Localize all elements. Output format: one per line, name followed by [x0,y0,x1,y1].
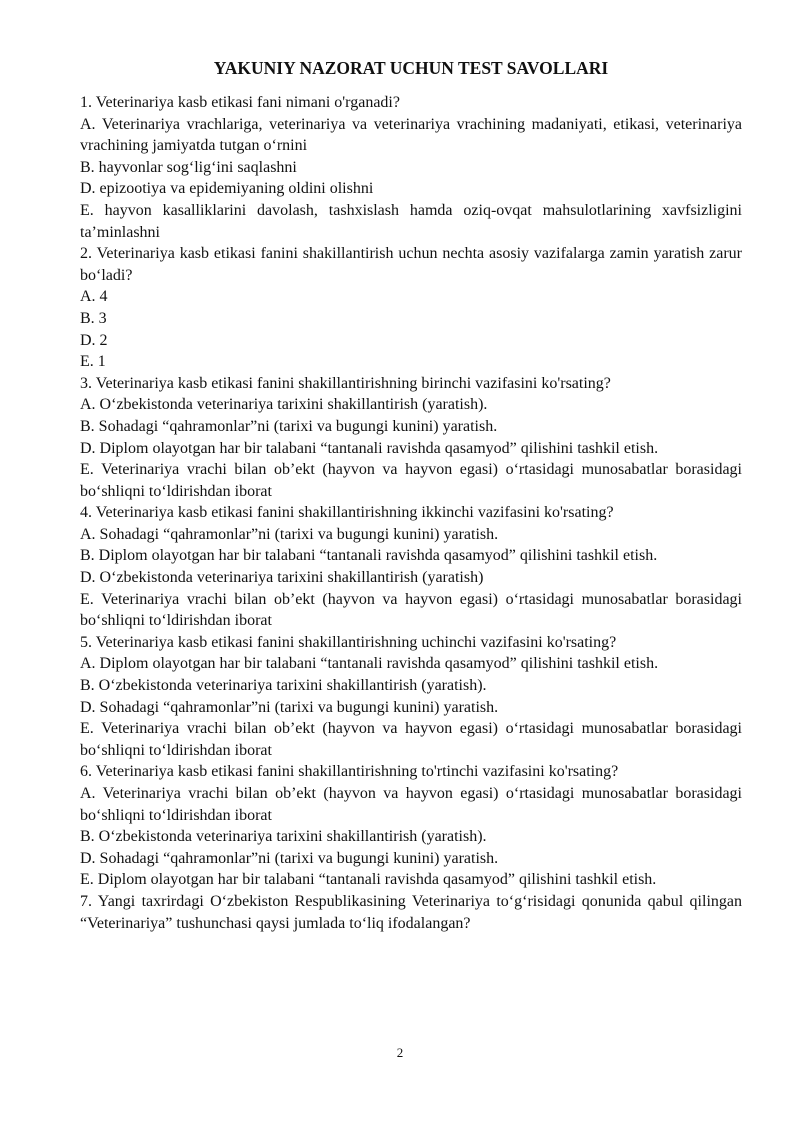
question-1: 1. Veterinariya kasb etikasi fani nimani o'rganadi? [80,94,400,111]
question-4: 4. Veterinariya kasb etikasi fanini shakillantirishning ikkinchi vazifasini ko'rsating? [80,504,614,522]
question-2-option-a: A. 4 [80,288,108,306]
question-6-option-d: D. Sohadagi “qahramonlar”ni (tarixi va bugungi kunini) yaratish. [80,849,499,867]
question-4-option-d: D. O‘zbekistonda veterinariya tarixini shakillantirish (yaratish) [80,569,484,587]
question-5-option-a: A. Diplom olayotgan har bir talabani “tantanali ravishda qasamyod” qilishini tashkil etish. [80,655,659,673]
document-page [80,56,742,934]
document-title: YAKUNIY NAZORAT UCHUN TEST SAVOLLARI [213,58,609,78]
document-body [80,92,742,934]
question-5-option-e: E. Veterinariya vrachi bilan ob’ekt (hayvon va hayvon egasi) o‘rtasidagi munosabatlar borasidagi bo‘shliqni to‘ldirishdan iborat [80,720,742,759]
question-6-option-e: E. Diplom olayotgan har bir talabani “tantanali ravishda qasamyod” qilishini tashkil etish. [80,871,657,889]
question-3-option-b: B. Sohadagi “qahramonlar”ni (tarixi va bugungi kunini) yaratish. [80,417,498,435]
question-3-option-a: A. O‘zbekistonda veterinariya tarixini shakillantirish (yaratish). [80,396,488,414]
question-1-option-a: A. Veterinariya vrachlariga, veterinariya va veterinariya vrachining madaniyati, etikasi, veterinariya vrachining jamiyatda tutgan o‘rnini [80,115,742,155]
question-3-option-d: D. Diplom olayotgan har bir talabani “tantanali ravishda qasamyod” qilishini tashkil etish. [80,439,659,457]
question-1-option-b: B. hayvonlar sog‘lig‘ini saqlashni [80,158,297,176]
question-1-option-e: E. hayvon kasalliklarini davolash, tashxislash hamda oziq-ovqat mahsulotlarining xavfsizligini ta’minlashni [80,201,742,241]
question-5-option-d: D. Sohadagi “qahramonlar”ni (tarixi va bugungi kunini) yaratish. [80,698,499,716]
question-7: 7. Yangi taxrirdagi O‘zbekiston Respublikasining Veterinariya to‘g‘risidagi qonunida qabul qilingan “Veterinariya” tushunchasi qaysi jumlada to‘liq ifodalangan? [80,892,742,932]
question-1-option-d: D. epizootiya va epidemiyaning oldini olishni [80,180,374,198]
question-4-option-a: A. Sohadagi “qahramonlar”ni (tarixi va bugungi kunini) yaratish. [80,525,499,543]
question-3: 3. Veterinariya kasb etikasi fanini shakillantirishning birinchi vazifasini ko'rsating? [80,374,611,392]
question-2-option-e: E. 1 [80,353,106,371]
question-5: 5. Veterinariya kasb etikasi fanini shakillantirishning uchinchi vazifasini ko'rsating? [80,633,617,651]
question-5-option-b: B. O‘zbekistonda veterinariya tarixini shakillantirish (yaratish). [80,677,487,695]
question-2-option-d: D. 2 [80,331,108,349]
question-4-option-e: E. Veterinariya vrachi bilan ob’ekt (hayvon va hayvon egasi) o‘rtasidagi munosabatlar borasidagi bo‘shliqni to‘ldirishdan iborat [80,590,742,630]
question-4-option-b: B. Diplom olayotgan har bir talabani “tantanali ravishda qasamyod” qilishini tashkil etish. [80,547,658,565]
question-6-option-b: B. O‘zbekistonda veterinariya tarixini shakillantirish (yaratish). [80,828,487,846]
question-6: 6. Veterinariya kasb etikasi fanini shakillantirishning to'rtinchi vazifasini ko'rsating? [80,763,619,781]
question-3-option-e: E. Veterinariya vrachi bilan ob’ekt (hayvon va hayvon egasi) o‘rtasidagi munosabatlar borasidagi bo‘shliqni to‘ldirishdan iborat [80,461,742,500]
page-number: 2 [396,1045,404,1060]
question-2: 2. Veterinariya kasb etikasi fanini shakillantirish uchun nechta asosiy vazifalarga zamin yaratish zarur bo‘ladi? [80,245,742,284]
question-2-option-b: B. 3 [80,309,107,327]
question-6-option-a: A. Veterinariya vrachi bilan ob’ekt (hayvon va hayvon egasi) o‘rtasidagi munosabatlar borasidagi bo‘shliqni to‘ldirishdan iborat [80,785,742,824]
